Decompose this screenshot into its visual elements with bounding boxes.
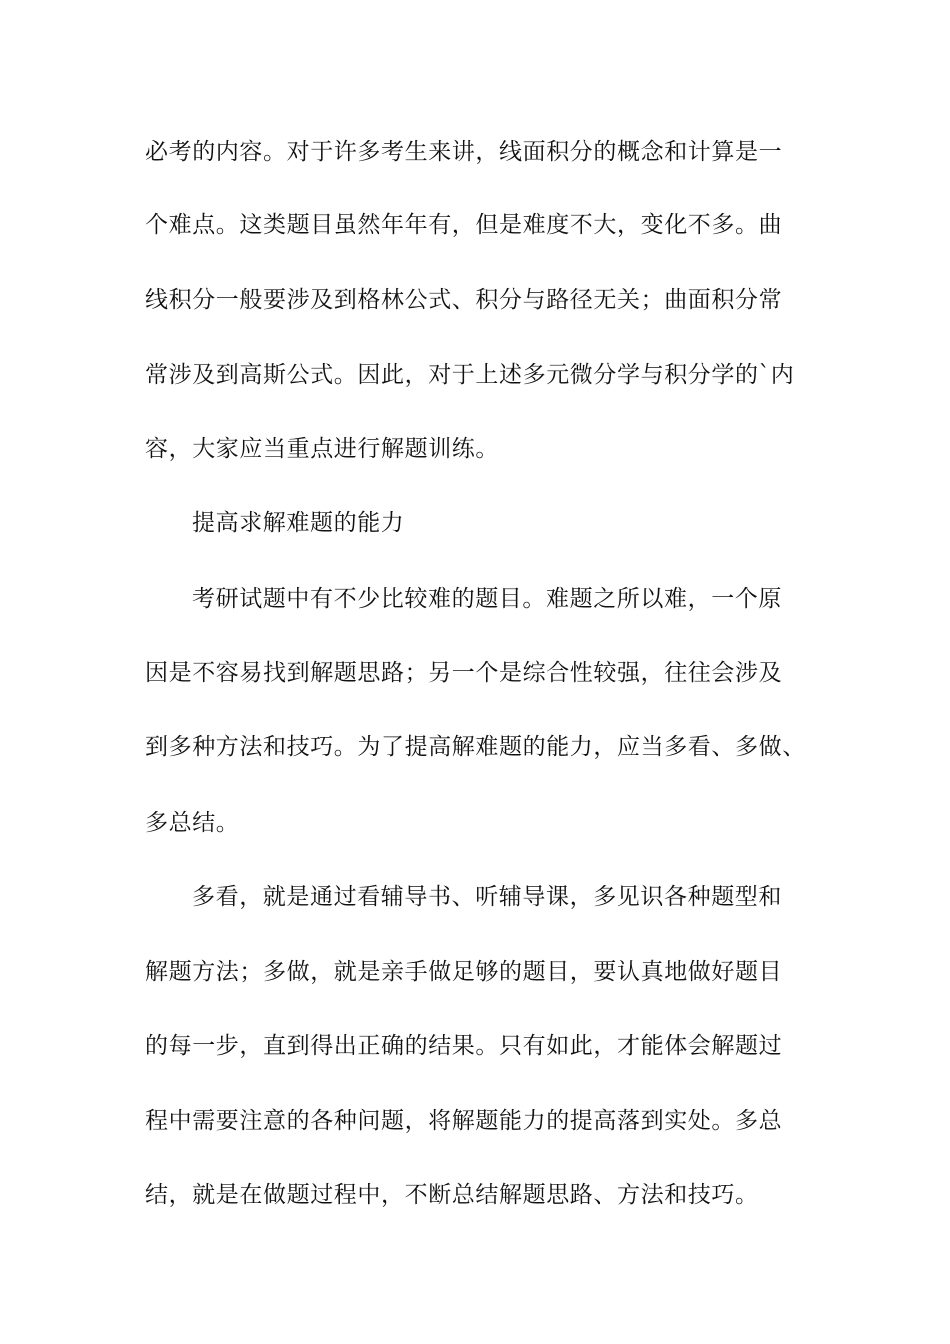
text-line: 常涉及到高斯公式。因此，对于上述多元微分学与积分学的`内 bbox=[145, 362, 795, 388]
section-heading: 提高求解难题的能力 bbox=[192, 510, 405, 536]
text-line: 程中需要注意的各种问题，将解题能力的提高落到实处。多总 bbox=[145, 1108, 783, 1134]
text-line: 多看，就是通过看辅导书、听辅导课，多见识各种题型和 bbox=[192, 884, 782, 910]
text-line: 线积分一般要涉及到格林公式、积分与路径无关；曲面积分常 bbox=[145, 287, 783, 313]
text-line: 解题方法；多做，就是亲手做足够的题目，要认真地做好题目 bbox=[145, 959, 783, 985]
text-line: 个难点。这类题目虽然年年有，但是难度不大，变化不多。曲 bbox=[145, 212, 783, 238]
text-line: 必考的内容。对于许多考生来讲，线面积分的概念和计算是一 bbox=[145, 139, 783, 165]
text-line: 考研试题中有不少比较难的题目。难题之所以难，一个原 bbox=[192, 586, 782, 612]
text-line: 容，大家应当重点进行解题训练。 bbox=[145, 436, 499, 462]
text-line: 到多种方法和技巧。为了提高解难题的能力，应当多看、多做、 bbox=[145, 734, 806, 760]
text-line: 的每一步，直到得出正确的结果。只有如此，才能体会解题过 bbox=[145, 1033, 783, 1059]
text-line: 结，就是在做题过程中，不断总结解题思路、方法和技巧。 bbox=[145, 1182, 759, 1208]
text-line: 多总结。 bbox=[145, 810, 240, 836]
text-line: 因是不容易找到解题思路；另一个是综合性较强，往往会涉及 bbox=[145, 660, 783, 686]
